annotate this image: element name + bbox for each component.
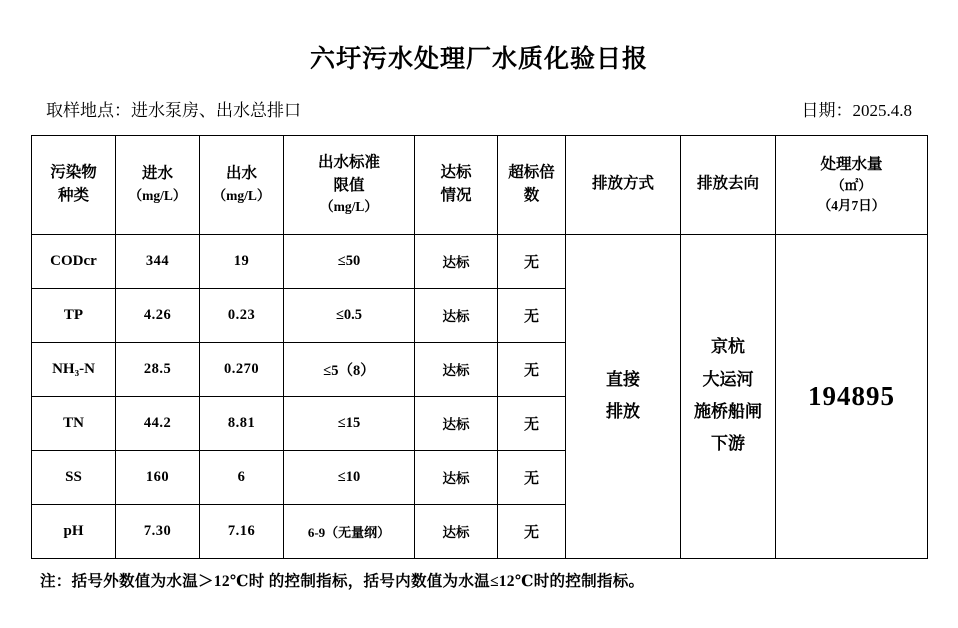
- cell-compliance: 达标: [415, 288, 498, 342]
- cell-pollutant: TN: [32, 396, 116, 450]
- cell-inflow: 4.26: [116, 288, 200, 342]
- header-outflow-line1: 出水: [225, 165, 257, 183]
- cell-standard: ≤15: [284, 396, 415, 450]
- header-exceed-line1: 超标倍: [508, 164, 555, 182]
- cell-exceed: 无: [498, 450, 566, 504]
- report-date: 日期：2025.4.8: [801, 100, 912, 120]
- discharge-mode-line2: 排放: [606, 402, 640, 421]
- header-standard-unit: （mg/L）: [320, 199, 378, 215]
- subheader: [0, 74, 958, 121]
- cell-standard: ≤0.5: [284, 288, 415, 342]
- header-volume: [776, 135, 928, 234]
- table-container: [0, 121, 958, 559]
- header-standard: [284, 135, 415, 234]
- cell-pollutant: CODcr: [32, 234, 116, 288]
- header-compliance-line1: 达标: [440, 164, 472, 182]
- cell-pollutant: pH: [32, 504, 116, 558]
- cell-compliance: 达标: [415, 342, 498, 396]
- cell-exceed: 无: [498, 288, 566, 342]
- cell-inflow: 344: [116, 234, 200, 288]
- header-inflow: [116, 135, 200, 234]
- cell-exceed: 无: [498, 504, 566, 558]
- cell-compliance: 达标: [415, 450, 498, 504]
- discharge-dest-line4: 下游: [711, 434, 745, 454]
- header-inflow-unit: （mg/L）: [128, 187, 187, 203]
- header-inflow-line1: 进水: [141, 165, 173, 183]
- discharge-dest-line2: 大运河: [702, 369, 754, 389]
- cell-outflow: 0.270: [200, 342, 284, 396]
- table-row: [32, 234, 928, 288]
- page-title: 六圩污水处理厂水质化验日报: [309, 46, 648, 73]
- discharge-dest-line3: 施桥船闸: [694, 402, 762, 421]
- header-discharge-mode: 排放方式: [566, 135, 681, 234]
- cell-standard: 6-9（无量纲）: [284, 504, 415, 558]
- cell-standard: ≤5（8）: [284, 342, 415, 396]
- cell-pollutant: TP: [32, 288, 116, 342]
- cell-exceed: 无: [498, 396, 566, 450]
- discharge-dest-line1: 京杭: [711, 337, 745, 357]
- header-volume-date: （4月7日）: [817, 197, 886, 213]
- cell-treated-volume: 194895: [776, 234, 928, 558]
- discharge-mode-line1: 直接: [606, 369, 640, 389]
- header-standard-line1: 出水标准: [317, 154, 380, 172]
- header-pollutant-line2: 种类: [57, 186, 89, 204]
- cell-discharge-destination: [681, 234, 776, 558]
- footnote: 注：括号外数值为水温＞12℃时 的控制指标，括号内数值为水温≤12℃时的控制指标。: [40, 572, 645, 590]
- cell-compliance: 达标: [415, 396, 498, 450]
- cell-inflow: 160: [116, 450, 200, 504]
- sampling-location: 取样地点：进水泵房、出水总排口: [46, 100, 301, 120]
- table-header-row: [32, 135, 928, 234]
- cell-exceed: 无: [498, 342, 566, 396]
- header-outflow-unit: （mg/L）: [212, 187, 271, 203]
- cell-inflow: 44.2: [116, 396, 200, 450]
- cell-pollutant: SS: [32, 450, 116, 504]
- cell-outflow: 6: [200, 450, 284, 504]
- cell-exceed: 无: [498, 234, 566, 288]
- header-pollutant-line1: 污染物: [50, 164, 97, 182]
- cell-inflow: 7.30: [116, 504, 200, 558]
- header-exceed: [498, 135, 566, 234]
- header-exceed-line2: 数: [523, 186, 540, 204]
- cell-standard: ≤10: [284, 450, 415, 504]
- cell-outflow: 8.81: [200, 396, 284, 450]
- cell-outflow: 0.23: [200, 288, 284, 342]
- cell-outflow: 7.16: [200, 504, 284, 558]
- header-outflow: [200, 135, 284, 234]
- cell-compliance: 达标: [415, 504, 498, 558]
- header-compliance: [415, 135, 498, 234]
- cell-inflow: 28.5: [116, 342, 200, 396]
- cell-standard: ≤50: [284, 234, 415, 288]
- header-discharge-destination: 排放去向: [681, 135, 776, 234]
- header-standard-line2: 限值: [333, 176, 365, 194]
- header-volume-unit: （㎡）: [831, 178, 872, 194]
- water-quality-table: [31, 135, 928, 559]
- cell-outflow: 19: [200, 234, 284, 288]
- cell-compliance: 达标: [415, 234, 498, 288]
- cell-pollutant: NH₃-N: [32, 342, 116, 396]
- header-pollutant: [32, 135, 116, 234]
- cell-discharge-mode: [566, 234, 681, 558]
- header-volume-line1: 处理水量: [820, 155, 883, 173]
- header-compliance-line2: 情况: [440, 186, 472, 204]
